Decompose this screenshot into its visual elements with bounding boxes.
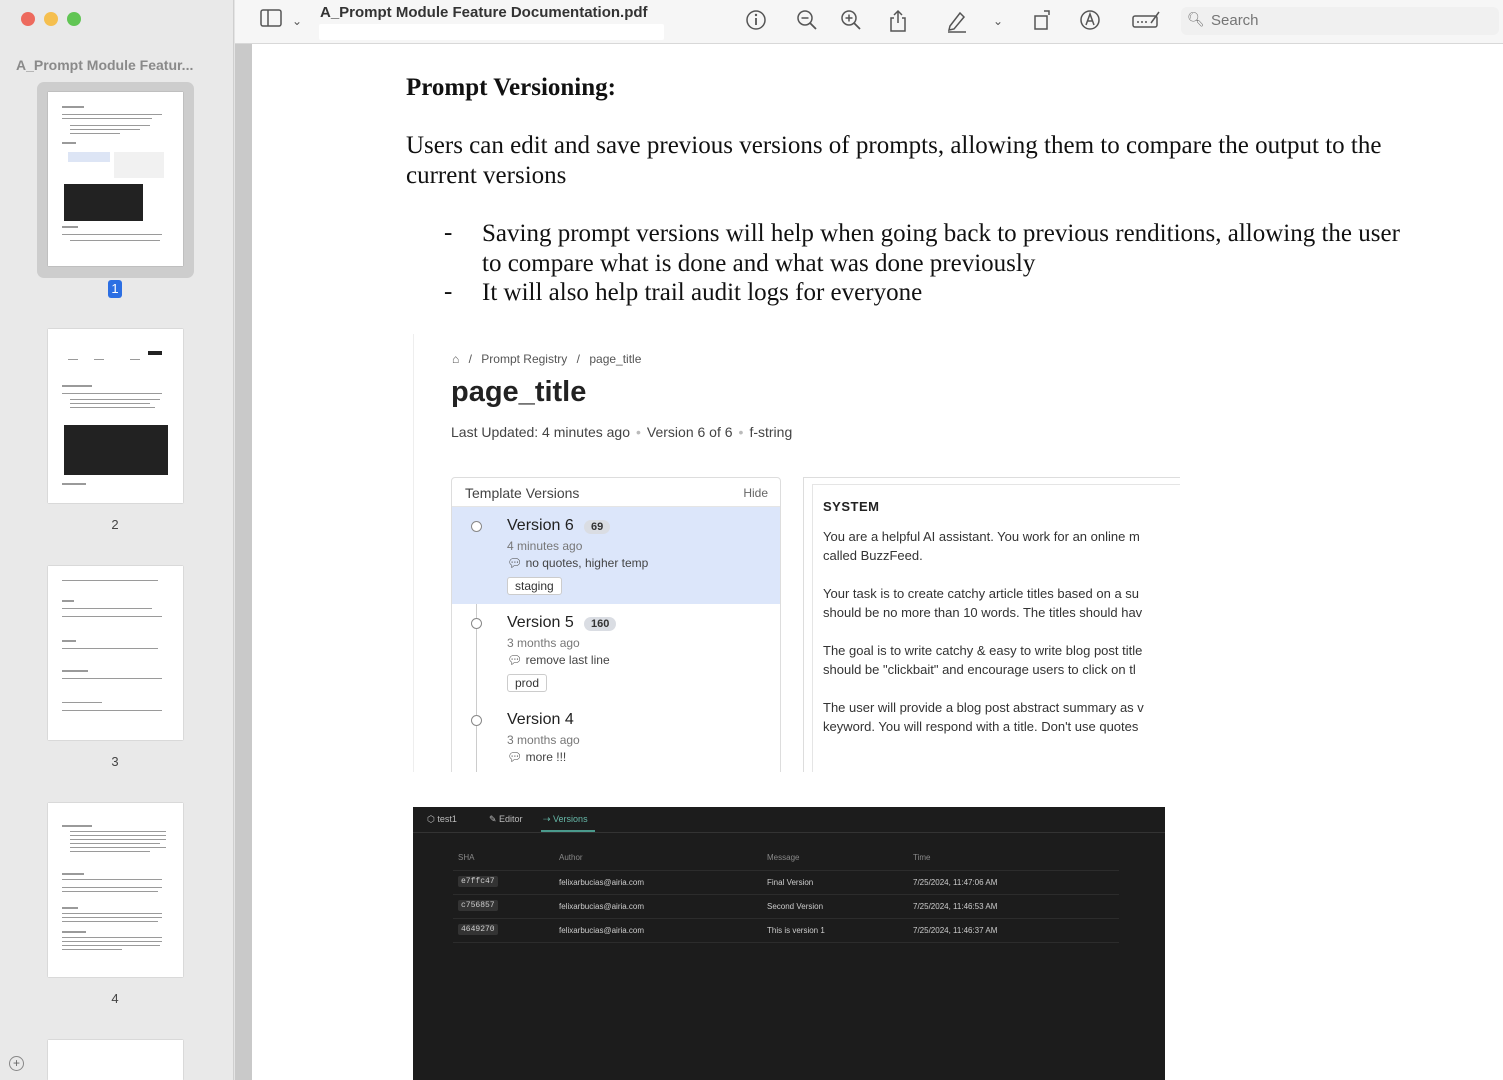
version-item: Version 4 3 months ago 💬︎ more !!! xyxy=(452,701,780,772)
table-row xyxy=(453,895,1119,919)
bullet-item: It will also help trail audit logs for everyone xyxy=(482,279,923,306)
time-cell: 7/25/2024, 11:46:37 AM xyxy=(913,926,998,935)
column-header: Message xyxy=(767,853,800,862)
message-cell: This is version 1 xyxy=(767,926,825,935)
system-prompt-panel xyxy=(803,477,1180,772)
version-tag: staging xyxy=(507,577,562,595)
column-header: SHA xyxy=(458,853,475,862)
sha-cell: e7ffc47 xyxy=(458,876,498,887)
page-thumbnail-4[interactable] xyxy=(48,803,183,977)
highlight-pen-icon[interactable] xyxy=(945,9,969,33)
breadcrumb-separator: / xyxy=(576,352,580,366)
bullet-item: Saving prompt versions will help when going back to previous renditions, allowing the user to compare what is done and what was done previously xyxy=(482,220,1400,277)
section-heading: Prompt Versioning: xyxy=(406,74,616,101)
version-badge: 69 xyxy=(584,520,610,534)
meta-version: Version 6 of 6 xyxy=(646,424,733,440)
version-badge: 160 xyxy=(584,617,616,631)
search-icon: 🔍︎ xyxy=(1187,11,1205,27)
system-title: SYSTEM xyxy=(823,499,880,514)
author-cell: felixarbucias@airia.com xyxy=(559,926,645,935)
bullet-marker: - xyxy=(444,219,453,246)
chevron-down-icon[interactable]: ⌄ xyxy=(992,14,1004,28)
title-field xyxy=(319,24,664,40)
breadcrumb-item: Prompt Registry xyxy=(481,352,568,366)
section-paragraph: Users can edit and save previous versions of prompts, allowing them to compare the output to the current versions xyxy=(406,132,1382,189)
rotate-icon[interactable] xyxy=(1031,9,1055,33)
embedded-screenshot-versions-table xyxy=(413,807,1165,1080)
version-message: 💬︎ remove last line xyxy=(507,653,610,667)
chevron-down-icon[interactable]: ⌄ xyxy=(291,14,303,28)
page-number-3: 3 xyxy=(111,754,119,769)
sha-cell: c756857 xyxy=(458,900,498,911)
embedded-screenshot-prompt-registry xyxy=(413,334,1180,772)
tab-versions: ⇢ Versions xyxy=(543,814,588,824)
versions-table xyxy=(453,847,1119,943)
search-box[interactable] xyxy=(1181,7,1499,35)
zoom-in-icon[interactable] xyxy=(839,9,863,33)
sha-cell: 4649270 xyxy=(458,924,498,935)
page-title: page_title xyxy=(451,376,587,408)
meta-updated: Last Updated: 4 minutes ago xyxy=(451,424,631,440)
share-icon[interactable] xyxy=(886,9,910,33)
version-tag: prod xyxy=(507,674,547,692)
page-number-2: 2 xyxy=(111,517,119,532)
system-paragraph: Your task is to create catchy article titles based on a su should be no more than 10 words. The titles should hav xyxy=(823,586,1143,620)
hide-button: Hide xyxy=(743,486,768,500)
version-message: 💬︎ more !!! xyxy=(507,750,567,764)
author-cell: felixarbucias@airia.com xyxy=(559,902,645,911)
tab-test1: ⬡ test1 xyxy=(427,814,457,824)
table-row xyxy=(453,871,1119,895)
document-title[interactable]: A_Prompt Module Feature Documentation.pdf xyxy=(320,4,648,21)
column-header: Author xyxy=(559,853,583,862)
page-thumbnail-5[interactable] xyxy=(48,1040,183,1080)
sidebar-toggle-icon[interactable] xyxy=(259,9,283,33)
form-fill-icon[interactable] xyxy=(1130,9,1162,33)
page-meta: Last Updated: 4 minutes ago • Version 6 of 6 • f-string xyxy=(451,424,793,440)
meta-format: f-string xyxy=(749,424,793,440)
dark-tabs xyxy=(413,807,1165,833)
time-cell: 7/25/2024, 11:47:06 AM xyxy=(913,878,998,887)
page-gutter xyxy=(235,44,252,1080)
version-item: Version 5 160 3 months ago 💬︎ remove last line prod xyxy=(452,604,780,701)
time-cell: 7/25/2024, 11:46:53 AM xyxy=(913,902,998,911)
bullet-marker: - xyxy=(444,278,453,305)
table-row xyxy=(453,919,1119,943)
thumbnail-sidebar xyxy=(0,0,234,1080)
breadcrumb-separator: / xyxy=(468,352,472,366)
info-icon[interactable] xyxy=(744,9,768,33)
add-page-icon[interactable]: + xyxy=(9,1056,24,1071)
close-window-button[interactable] xyxy=(21,12,35,26)
system-paragraph: You are a helpful AI assistant. You work for an online m called BuzzFeed. xyxy=(823,529,1140,563)
template-versions-title: Template Versions xyxy=(465,485,580,501)
sidebar-title: A_Prompt Module Featur... xyxy=(16,57,194,73)
search-input[interactable] xyxy=(1211,12,1471,29)
version-message: 💬︎ no quotes, higher temp xyxy=(507,556,649,570)
system-paragraph: The user will provide a blog post abstract summary as v keyword. You will respond with a title. Don't use quotes xyxy=(823,700,1144,734)
table-header-row xyxy=(453,847,1119,871)
page-thumbnail-1[interactable] xyxy=(48,92,183,266)
toolbar xyxy=(235,0,1503,44)
system-paragraph: The goal is to write catchy & easy to write blog post title should be "clickbait" and encourage users to click on tl xyxy=(823,643,1143,677)
maximize-window-button[interactable] xyxy=(67,12,81,26)
page-thumbnail-2[interactable] xyxy=(48,329,183,503)
zoom-out-icon[interactable] xyxy=(795,9,819,33)
home-icon: ⌂ xyxy=(452,352,460,366)
page-number-1: 1 xyxy=(108,280,122,298)
page-number-4: 4 xyxy=(111,991,119,1006)
markup-icon[interactable] xyxy=(1078,9,1102,33)
column-header: Time xyxy=(913,853,931,862)
tab-editor: ✎ Editor xyxy=(489,814,523,824)
page-thumbnail-3[interactable] xyxy=(48,566,183,740)
breadcrumb-item: page_title xyxy=(589,352,642,366)
pdf-page xyxy=(252,44,1503,1080)
minimize-window-button[interactable] xyxy=(44,12,58,26)
breadcrumb xyxy=(452,352,647,366)
message-cell: Final Version xyxy=(767,878,814,887)
template-versions-panel xyxy=(451,477,781,772)
message-cell: Second Version xyxy=(767,902,824,911)
author-cell: felixarbucias@airia.com xyxy=(559,878,645,887)
version-item: Version 6 69 4 minutes ago 💬︎ no quotes, higher temp staging xyxy=(452,507,780,604)
